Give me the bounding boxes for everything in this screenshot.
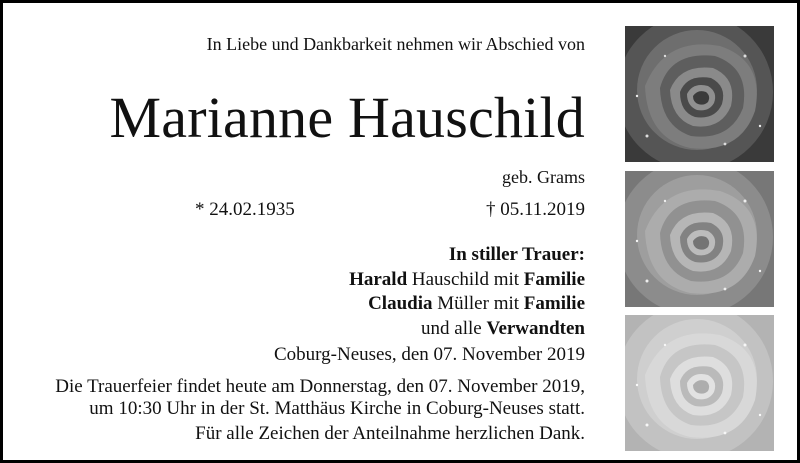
mourners-block	[349, 243, 585, 341]
rose-photo-light	[625, 315, 774, 451]
mourner-line-harald: Harald Hauschild mit Familie	[349, 268, 585, 290]
birth-name: geb. Grams	[502, 167, 585, 187]
mourner-line-claudia: Claudia Müller mit Familie	[368, 293, 585, 314]
deceased-name: Marianne Hauschild	[109, 85, 585, 150]
service-line-1: Die Trauerfeier findet heute am Donnerstag, den 07. November 2019,	[55, 376, 585, 397]
mourner-line-relatives: und alle Verwandten	[421, 317, 585, 339]
thanks-text: Für alle Zeichen der Anteilnahme herzlichen Dank.	[195, 423, 585, 444]
birth-date: * 24.02.1935	[195, 199, 295, 220]
death-date: † 05.11.2019	[485, 199, 585, 220]
rose-photo-dark	[625, 26, 774, 162]
rose-photo-medium	[625, 171, 774, 307]
place-date: Coburg-Neuses, den 07. November 2019	[274, 344, 585, 365]
service-line-2: um 10:30 Uhr in der St. Matthäus Kirche in Coburg-Neuses statt.	[89, 398, 585, 419]
mourners-heading: In stiller Trauer:	[448, 244, 585, 265]
service-notice	[55, 376, 585, 420]
intro-text: In Liebe und Dankbarkeit nehmen wir Abschied von	[206, 34, 585, 54]
